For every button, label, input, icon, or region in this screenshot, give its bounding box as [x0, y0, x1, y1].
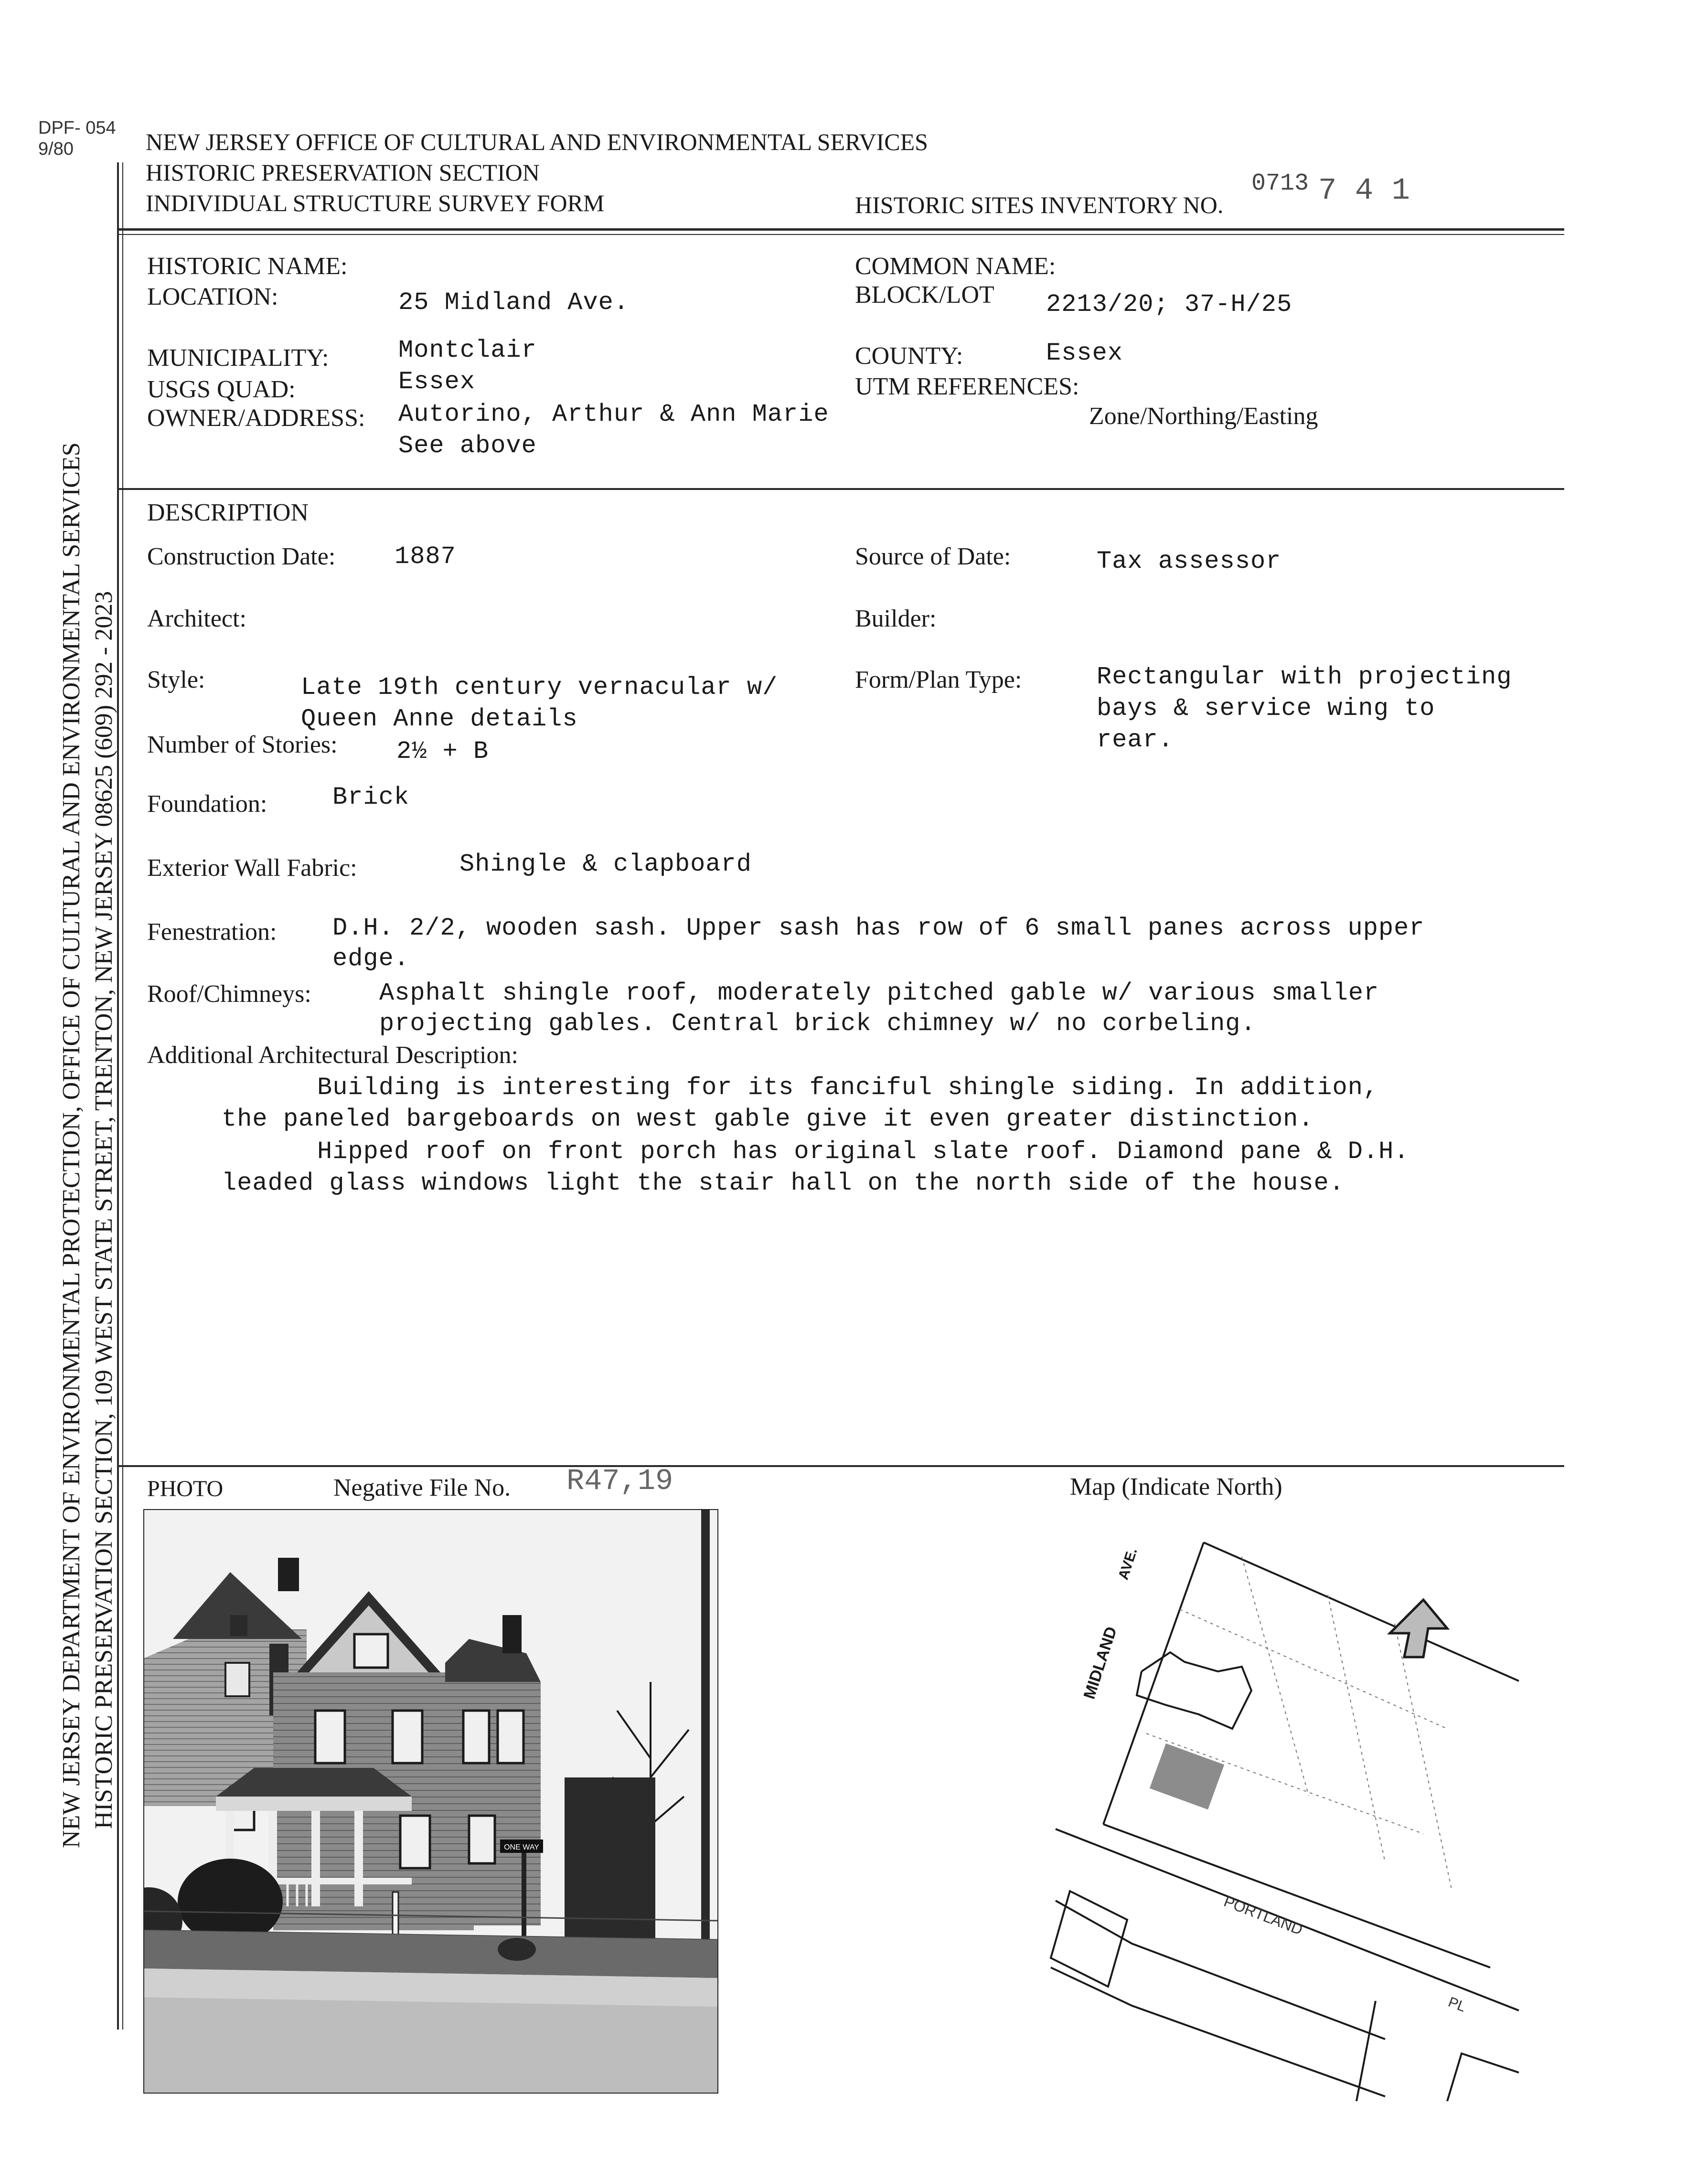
owner-address-value: Autorino, Arthur & Ann Marie	[398, 400, 829, 428]
source-of-date-label: Source of Date:	[855, 543, 1011, 570]
map-street-midland: MIDLAND	[1080, 1624, 1121, 1702]
additional-description-line: Hipped roof on front porch has original slate roof. Diamond pane & D.H.	[317, 1138, 1409, 1166]
header-line-3: INDIVIDUAL STRUCTURE SURVEY FORM	[146, 190, 605, 216]
additional-description-label: Additional Architectural Description:	[147, 1042, 518, 1069]
municipality-label: MUNICIPALITY:	[147, 344, 329, 372]
roof-chimneys-value-1: Asphalt shingle roof, moderately pitched gable w/ various smaller	[379, 979, 1379, 1007]
inventory-prefix: 0713	[1251, 170, 1309, 197]
fenestration-label: Fenestration:	[147, 918, 277, 946]
map-street-pl: PL	[1446, 1994, 1468, 2015]
usgs-quad-label: USGS QUAD:	[147, 376, 296, 403]
form-plan-type-value-2: bays & service wing to	[1097, 694, 1435, 723]
map-label: Map (Indicate North)	[1070, 1473, 1282, 1500]
municipality-value: Montclair	[398, 336, 537, 364]
negative-file-label: Negative File No.	[333, 1474, 511, 1501]
description-heading: DESCRIPTION	[147, 499, 309, 526]
block-lot-value: 2213/20; 37-H/25	[1046, 290, 1292, 319]
form-plan-type-value-1: Rectangular with projecting	[1097, 663, 1512, 691]
construction-date-label: Construction Date:	[147, 543, 336, 570]
style-label: Style:	[147, 666, 205, 693]
county-value: Essex	[1046, 339, 1123, 367]
section-rule-1	[117, 488, 1564, 490]
side-text-line-2: HISTORIC PRESERVATION SECTION, 109 WEST STATE STREET, TRENTON, NEW JERSEY 08625 (609) 292 - 2023	[90, 591, 117, 1829]
stories-label: Number of Stories:	[147, 731, 338, 758]
map-street-portland: PORTLAND	[1221, 1892, 1305, 1938]
common-name-label: COMMON NAME:	[855, 253, 1056, 280]
source-of-date-value: Tax assessor	[1097, 547, 1281, 575]
historic-name-label: HISTORIC NAME:	[147, 253, 348, 280]
location-map	[1041, 1528, 1528, 2101]
additional-description-line: leaded glass windows light the stair hall on the north side of the house.	[222, 1169, 1345, 1197]
inventory-label: HISTORIC SITES INVENTORY NO.	[855, 191, 1224, 218]
usgs-quad-value: Essex	[398, 368, 476, 396]
fenestration-value-1: D.H. 2/2, wooden sash. Upper sash has row of 6 small panes across upper	[332, 914, 1425, 942]
style-value-2: Queen Anne details	[301, 705, 578, 733]
header-line-2: HISTORIC PRESERVATION SECTION	[146, 159, 540, 186]
location-label: LOCATION:	[147, 283, 278, 310]
builder-label: Builder:	[855, 605, 937, 632]
negative-file-value: R47,19	[566, 1464, 673, 1498]
section-rule-2	[117, 1465, 1564, 1467]
house-photo-drawing	[144, 1510, 717, 2093]
location-value: 25 Midland Ave.	[398, 288, 630, 317]
header-rule-thin	[117, 234, 1564, 235]
owner-address-value-2: See above	[398, 432, 537, 460]
map-drawing	[1041, 1528, 1528, 2101]
additional-description-line: the paneled bargeboards on west gable give it even greater distinction.	[222, 1105, 1314, 1133]
house-photograph	[143, 1509, 718, 2094]
side-text-line-1: NEW JERSEY DEPARTMENT OF ENVIRONMENTAL PROTECTION, OFFICE OF CULTURAL AND ENVIRONMENTAL SERVICES	[58, 442, 85, 1848]
roof-chimneys-label: Roof/Chimneys:	[147, 980, 311, 1008]
one-way-sign-text: ONE WAY	[504, 1843, 539, 1851]
construction-date-value: 1887	[395, 542, 456, 571]
header-rule	[117, 228, 1564, 231]
architect-label: Architect:	[147, 605, 246, 632]
stories-value: 2½ + B	[396, 737, 489, 766]
additional-description-line: Building is interesting for its fanciful shingle siding. In addition,	[317, 1074, 1379, 1102]
owner-address-label: OWNER/ADDRESS:	[147, 404, 365, 432]
foundation-label: Foundation:	[147, 790, 267, 818]
style-value-1: Late 19th century vernacular w/	[301, 673, 778, 702]
header-line-1: NEW JERSEY OFFICE OF CULTURAL AND ENVIRONMENTAL SERVICES	[146, 128, 928, 155]
county-label: COUNTY:	[855, 342, 963, 370]
roof-chimneys-value-2: projecting gables. Central brick chimney w/ no corbeling.	[379, 1010, 1256, 1038]
form-code: DPF- 054	[38, 118, 116, 138]
map-street-ave: AVE.	[1115, 1546, 1141, 1582]
foundation-value: Brick	[332, 783, 410, 811]
form-plan-type-label: Form/Plan Type:	[855, 666, 1022, 693]
form-date: 9/80	[38, 139, 74, 159]
utm-references-label: UTM REFERENCES:	[855, 373, 1079, 400]
form-code-block	[38, 117, 116, 160]
fenestration-value-2: edge.	[332, 945, 410, 973]
exterior-wall-label: Exterior Wall Fabric:	[147, 854, 357, 882]
form-plan-type-value-3: rear.	[1097, 726, 1174, 754]
inventory-number: 7 4 1	[1318, 174, 1410, 208]
exterior-wall-value: Shingle & clapboard	[459, 850, 752, 878]
utm-subheading: Zone/Northing/Easting	[1089, 403, 1318, 430]
block-lot-label: BLOCK/LOT	[855, 281, 994, 308]
left-margin-rule-inner	[122, 162, 123, 2030]
photo-label: PHOTO	[147, 1476, 224, 1501]
